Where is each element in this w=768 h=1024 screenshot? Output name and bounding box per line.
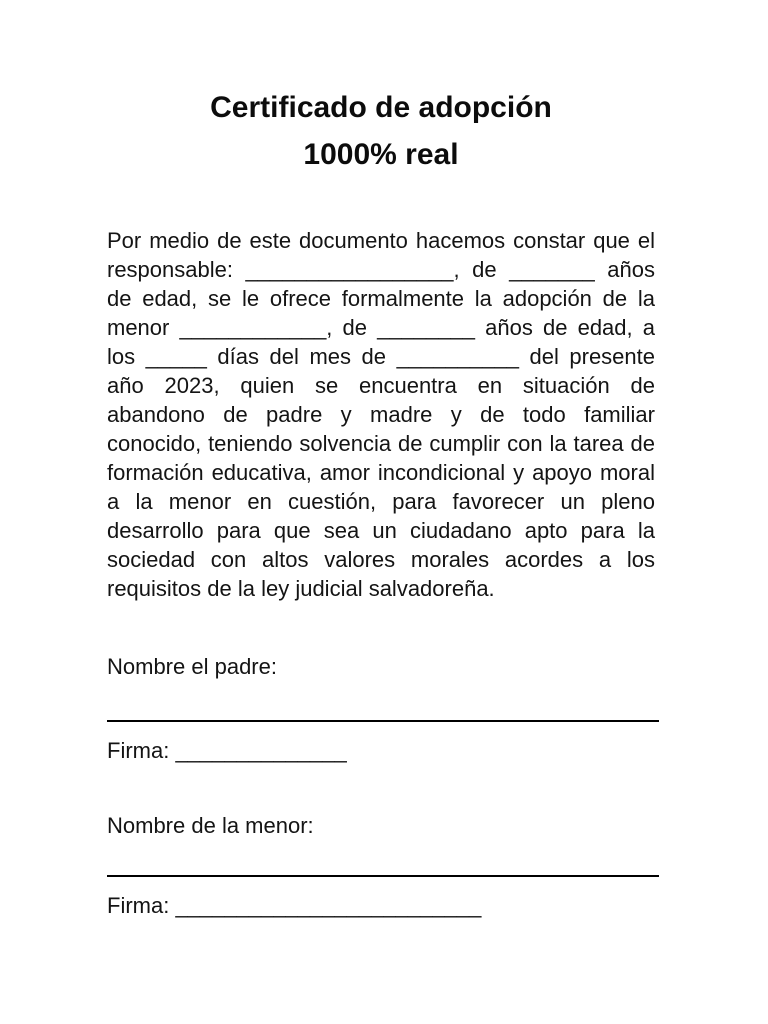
certificate-body-paragraph: Por medio de este documento hacemos constar que el responsable: _________________, de _______ años de edad, se le ofrece formalmente la adopción de la menor ____________, de ________ años de edad, a los _____ días del mes de __________ del presente año 2023, quien se encuentra en situación de abandono de padre y madre y de todo familiar conocido, teniendo solvencia de cumplir con la tarea de formación educativa, amor incondicional y apoyo moral a la menor en cuestión, para favorecer un pleno desarrollo para que sea un ciudadano apto para la sociedad con altos valores morales acordes a los requisitos de la ley judicial salvadoreña. <box>107 228 655 601</box>
father-signature-label: Firma: ______________ <box>107 738 347 763</box>
minor-name-fill-line <box>107 875 659 877</box>
father-name-label: Nombre el padre: <box>107 654 277 679</box>
minor-name-label: Nombre de la menor: <box>107 813 314 838</box>
title-line-2: 1000% real <box>303 138 459 171</box>
document-title <box>107 84 655 178</box>
minor-signature-label: Firma: _________________________ <box>107 893 482 918</box>
title-line-1: Certificado de adopción <box>210 91 552 124</box>
father-name-fill-line <box>107 720 659 722</box>
